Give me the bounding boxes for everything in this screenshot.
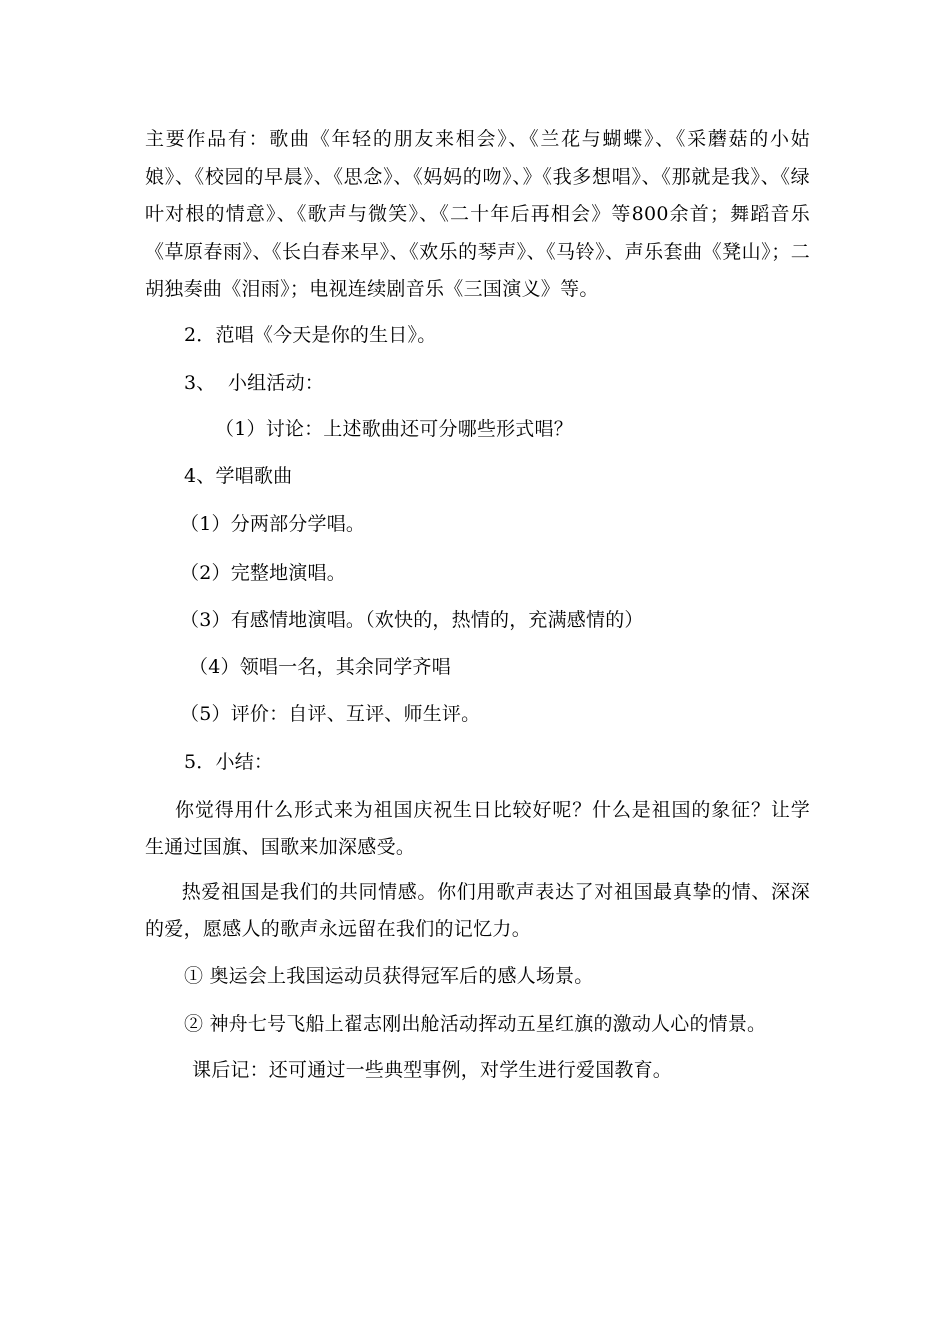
step-4-item-5: （5）评价：自评、互评、师生评。 xyxy=(180,703,481,725)
scene-item-1: ① 奥运会上我国运动员获得冠军后的感人场景。 xyxy=(184,965,594,987)
intro-paragraph: 主要作品有：歌曲《年轻的朋友来相会》、《兰花与蝴蝶》、《采蘑菇的小姑娘》、《校园的早晨》、《思念》、《妈妈的吻》、》《我多想唱》、《那就是我》、《绿叶对根的情意》、《歌声与微笑》、《二十年后再相会》等800余首；舞蹈音乐《草原春雨》、《长白春来早》、《欢乐的琴声》、《马铃》、声乐套曲《凳山》；二胡独奏曲《泪雨》；电视连续剧音乐《三国演义》等。 xyxy=(145,128,810,301)
step-5-heading: 5．小结： xyxy=(184,751,274,773)
step-4-item-2: （2）完整地演唱。 xyxy=(180,562,346,584)
step-3-heading: 3、 小组活动： xyxy=(184,372,324,394)
step-3-discussion: （1）讨论：上述歌曲还可分哪些形式唱？ xyxy=(215,418,573,440)
step-4-item-3: （3）有感情地演唱。（欢快的，热情的，充满感情的） xyxy=(180,609,644,631)
step-2-heading: 2．范唱《今天是你的生日》。 xyxy=(184,324,437,346)
after-class-note: 课后记：还可通过一些典型事例，对学生进行爱国教育。 xyxy=(192,1059,673,1081)
step-4-item-1: （1）分两部分学唱。 xyxy=(180,513,366,535)
step-4-item-4: （4）领唱一名，其余同学齐唱 xyxy=(189,656,451,678)
scene-item-2: ② 神舟七号飞船上翟志刚出舱活动挥动五星红旗的激动人心的情景。 xyxy=(184,1013,767,1035)
step-4-heading: 4、学唱歌曲 xyxy=(184,465,293,487)
summary-paragraph: 你觉得用什么形式来为祖国庆祝生日比较好呢？什么是祖国的象征？让学生通过国旗、国歌来加深感受。 xyxy=(145,799,810,858)
closing-paragraph: 热爱祖国是我们的共同情感。你们用歌声表达了对祖国最真挚的情、深深的爱，愿感人的歌声永远留在我们的记忆力。 xyxy=(145,881,810,940)
